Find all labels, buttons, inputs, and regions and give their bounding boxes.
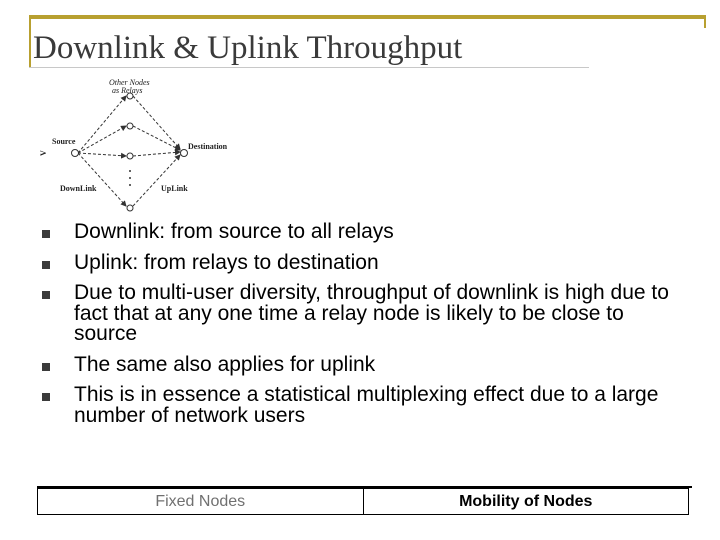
bullet-text: Uplink: from relays to destination	[74, 250, 379, 274]
diagram-side-mark: V	[39, 150, 48, 156]
bullet-item	[42, 385, 712, 426]
diagram-label-uplink: UpLink	[161, 184, 188, 193]
footer-corner-tick	[686, 486, 692, 488]
source-node	[72, 150, 79, 157]
diagram-label-destination: Destination	[188, 142, 228, 151]
bullet-text: Due to multi-user diversity, throughput of downlink is high due to fact that at any one time a relay node is likely to be close to source	[74, 281, 669, 345]
bullet-item	[42, 352, 712, 376]
title-underline	[29, 67, 589, 68]
bullet-marker	[42, 230, 50, 238]
mobility-scale-bar	[37, 486, 689, 515]
diagram-nodes	[72, 93, 188, 211]
frame-left-rule	[29, 15, 31, 67]
bullet-text: This is in essence a statistical multiplexing effect due to a large number of network users	[74, 383, 659, 427]
relay-node	[127, 205, 133, 211]
diagram-label-other-nodes: Other Nodes	[109, 78, 150, 87]
relay-ellipsis-dots	[129, 170, 131, 186]
footer-mobility-of-nodes: Mobility of Nodes	[459, 492, 593, 510]
bullet-marker	[42, 291, 50, 299]
footer-fixed-nodes: Fixed Nodes	[38, 489, 364, 514]
bullet-item	[42, 283, 712, 345]
diagram-label-as-relays: as Relays	[112, 86, 143, 95]
bullet-text: Downlink: from source to all relays	[74, 220, 394, 243]
bullet-marker	[42, 393, 50, 401]
frame-right-tick	[704, 15, 706, 28]
bullet-text: The same also applies for uplink	[74, 352, 376, 376]
destination-node	[181, 150, 188, 157]
diagram-label-source: Source	[52, 137, 76, 146]
bullet-item	[42, 250, 712, 274]
bullet-list	[42, 222, 712, 426]
diagram-label-downlink: DownLink	[60, 184, 97, 193]
bullet-marker	[42, 261, 50, 269]
frame-top-rule	[30, 15, 706, 19]
relay-diagram	[38, 76, 258, 216]
bullet-marker	[42, 363, 50, 371]
relay-node	[127, 153, 133, 159]
slide-title: Downlink & Uplink Throughput	[33, 30, 463, 66]
bullet-item	[42, 222, 712, 243]
relay-node	[127, 123, 133, 129]
